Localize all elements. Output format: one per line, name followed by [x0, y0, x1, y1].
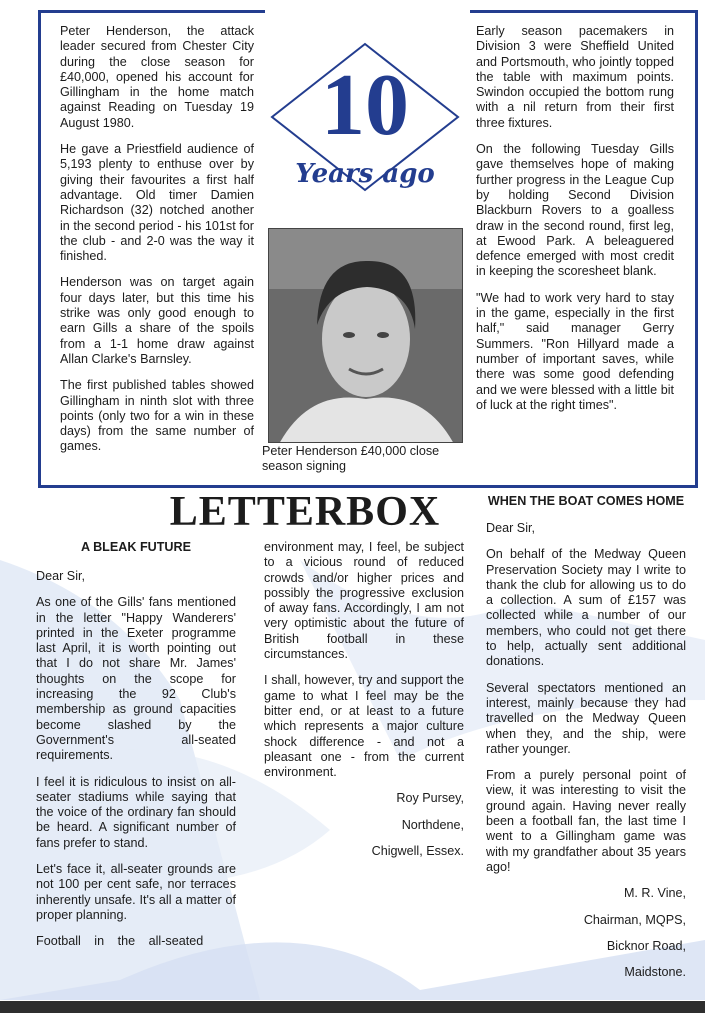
ten-years-ago-emblem [270, 42, 460, 192]
letter-heading: A BLEAK FUTURE [80, 540, 192, 554]
article-paragraph: The first published tables showed Gillingham in ninth slot with three points (only two for a win in these days) from the same number of games. [60, 378, 254, 454]
letter-paragraph: Several spectators mentioned an interest, mainly because they had travelled on the Medway Queen when they, and the ship, were rather younger. [486, 680, 686, 756]
article-paragraph: "We had to work very hard to stay in the game, especially in the first half," said manager Gerry Summers. "Ron Hillyard made a number of important saves, while there was some good defending and we were blessed with a little bit of luck at the right times". [476, 290, 674, 412]
letter-signature-line: Chairman, MQPS, [583, 912, 686, 927]
letter-heading: WHEN THE BOAT COMES HOME [487, 494, 685, 508]
letter-signature-line: Chigwell, Essex. [371, 844, 464, 859]
article-paragraph: On the following Tuesday Gills gave themselves hope of making further progress in the League Cup by holding Second Division Blackburn Rovers to a goalless draw in the second round, first leg, at Ewood Park. A beleaguered defence emerged with most credit in keeping the scoresheet blank. [476, 142, 674, 279]
ten-years-ago-right-column [476, 24, 674, 413]
letter-paragraph: I shall, however, try and support the game to what I feel may be the bitter end, or at least to a future which represents a major culture shock difference - and not a pleasant one - from the current environment. [264, 673, 464, 780]
letter-paragraph: environment may, I feel, be subject to a vicious round of reduced crowds and/or higher prices and possibly the progressive exclusion of away fans. Accordingly, I am not very optimistic about the future of British football in these circumstances. [264, 540, 464, 662]
letter-paragraph: From a purely personal point of view, it was interesting to visit the ground again. Having never really been a football fan, the last time I went to a Gillingham game was with my grandfather about 35 years ago! [486, 768, 686, 874]
letter-salutation: Dear Sir, [36, 569, 85, 583]
letter-paragraph: As one of the Gills' fans mentioned in the letter "Happy Wanderers' printed in the Exeter programme last April, it is worth pointing out that I do not share Mr. James' thoughts on the scope for increasing the 92 Club's membership as ground capacities become slashed by the Government's all-seated requirements. [36, 595, 236, 763]
letter-salutation: Dear Sir, [486, 521, 535, 535]
letter-bleak-future-column-2 [264, 540, 464, 870]
frame-gap [265, 8, 470, 20]
photo-caption: Peter Henderson £40,000 close season signing [262, 444, 440, 474]
letter-signature-line: Maidstone. [624, 965, 686, 980]
letter-signature-line: Bicknor Road, [606, 938, 686, 953]
letter-signature-line: Roy Pursey, [396, 791, 464, 806]
player-portrait [269, 229, 463, 443]
ten-years-ago-left-column [60, 24, 254, 455]
emblem-number: 10 [321, 57, 409, 154]
letter-paragraph: Let's face it, all-seater grounds are not 100 per cent safe, nor terraces inherently unsafe. It's all a matter of proper planning. [36, 862, 236, 922]
letter-signature-line: M. R. Vine, [623, 886, 686, 901]
letter-paragraph: Football in the all-seated [36, 934, 204, 949]
article-paragraph: Early season pacemakers in Division 3 were Sheffield United and Portsmouth, who jointly topped the table with maximum points. Swindon occupied the bottom rung with a nil return from their first three fixtures. [476, 24, 674, 130]
letter-signature-line: Northdene, [401, 817, 464, 832]
player-photo [268, 228, 463, 443]
letter-paragraph: On behalf of the Medway Queen Preservation Society may I write to thank the club for allowing us to do a collection. A sum of £157 was collected while a number of our members, who could not get there to help, actually sent additional donations. [486, 547, 686, 669]
letterbox-title: LETTERBOX [169, 489, 441, 535]
letter-boat-comes-home-column [486, 494, 686, 991]
letter-paragraph: I feel it is ridiculous to insist on all-seater stadiums while saying that the voice of the ordinary fan should be heard. A significant number of fans prefer to stand. [36, 774, 236, 850]
article-paragraph: Henderson was on target again four days later, but this time his strike was only good enough to earn Gills a share of the spoils from a 1-1 home draw against Allan Clarke's Barnsley. [60, 275, 254, 366]
article-paragraph: Peter Henderson, the attack leader secured from Chester City during the close season for £40,000, opened his account for Gillingham in the home match against Reading on Tuesday 19 August 1980. [60, 24, 254, 130]
article-paragraph: He gave a Priestfield audience of 5,193 plenty to enthuse over by giving their favourites a first half advantage. Old timer Damien Richardson (32) notched another in the second period - his 101st for the club - and 2-0 was the way it finished. [60, 142, 254, 264]
emblem-script-title: Years ago [295, 159, 435, 189]
page-bottom-edge [0, 1001, 705, 1013]
letter-bleak-future-column-1 [36, 540, 236, 950]
